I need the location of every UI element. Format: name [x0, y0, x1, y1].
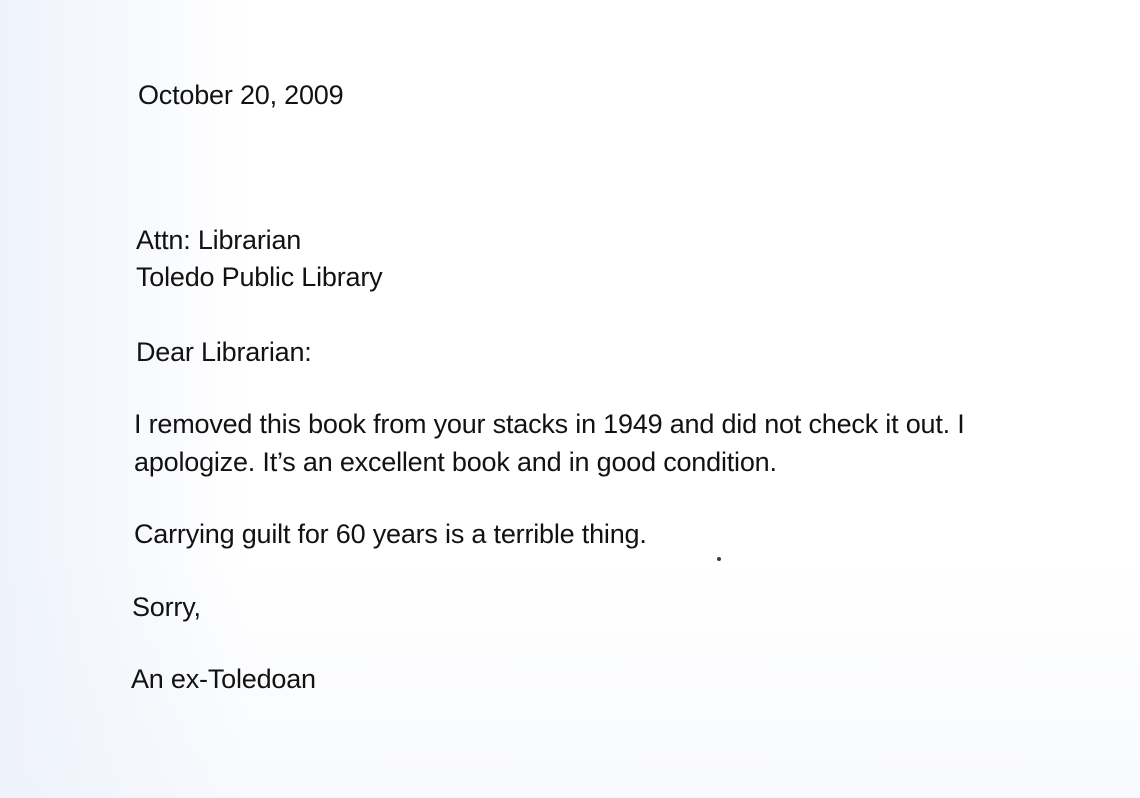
closing: Sorry, [132, 592, 201, 622]
body-paragraph-1-line-2: apologize. It’s an excellent book and in good condition. [134, 447, 777, 477]
recipient-attn: Attn: Librarian [136, 225, 302, 255]
body-paragraph-1-line-1: I removed this book from your stacks in 1949 and did not check it out. I [134, 409, 965, 439]
signature: An ex-Toledoan [131, 664, 316, 694]
letter-date: October 20, 2009 [138, 80, 344, 110]
recipient-organization: Toledo Public Library [136, 262, 383, 292]
ink-speck [717, 557, 721, 561]
body-paragraph-2: Carrying guilt for 60 years is a terrible thing. [134, 519, 647, 549]
salutation: Dear Librarian: [136, 337, 312, 367]
